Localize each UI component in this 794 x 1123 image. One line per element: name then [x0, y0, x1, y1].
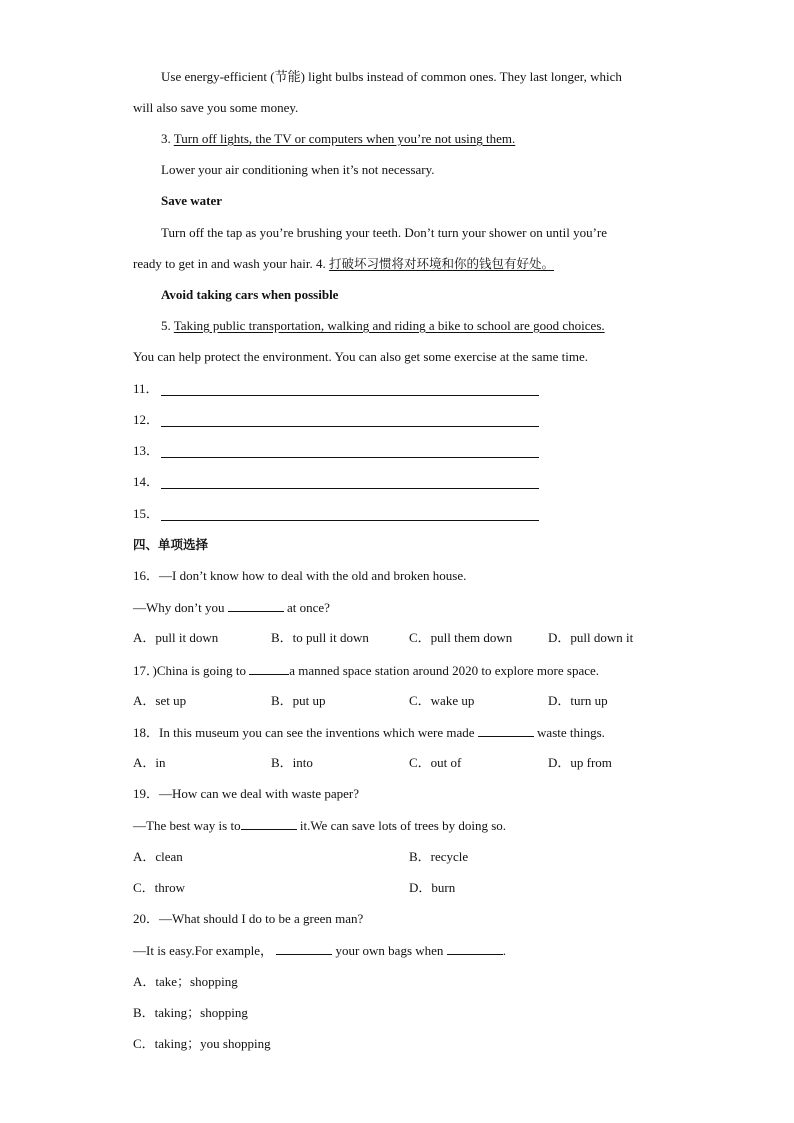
option-19-c[interactable]: C．throw	[133, 880, 186, 895]
option-17-b[interactable]: B．put up	[271, 693, 326, 708]
question-text: 17．)China is going to	[133, 663, 247, 678]
passage-line-5	[161, 318, 605, 334]
option-20-c[interactable]: C．taking；you shopping	[133, 1036, 271, 1051]
answer-label-14: 14．	[133, 474, 160, 489]
option-20-b[interactable]: B．taking；shopping	[133, 1005, 248, 1020]
question-text: —Why don’t you	[133, 600, 225, 615]
option-18-a[interactable]: A．in	[133, 755, 166, 770]
question-text: it.We can save lots of trees by doing so.	[299, 818, 507, 833]
option-16-d[interactable]: D．pull down it	[548, 630, 634, 645]
option-16-b[interactable]: B．to pull it down	[271, 630, 369, 645]
blank[interactable]	[276, 942, 332, 955]
answer-line-12[interactable]	[161, 426, 539, 427]
question-16-line2	[133, 599, 330, 616]
question-19-stem: 19．—How can we deal with waste paper?	[133, 786, 359, 801]
answer-label-15: 15．	[133, 506, 160, 521]
answer-line-14[interactable]	[161, 488, 539, 489]
sentence-number: 5.	[161, 318, 171, 333]
question-text: your own bags when	[335, 943, 444, 958]
blank[interactable]	[478, 724, 534, 737]
option-19-a[interactable]: A．clean	[133, 849, 183, 864]
option-19-d[interactable]: D．burn	[409, 880, 456, 895]
question-text: —It is easy.For example，	[133, 943, 273, 958]
question-19-line2	[133, 817, 506, 834]
section-title: 四、单项选择	[133, 537, 209, 552]
question-text: a manned space station around 2020 to explore more space.	[289, 663, 600, 678]
question-text: waste things.	[537, 725, 605, 740]
passage-line: Lower your air conditioning when it’s not necessary.	[161, 162, 435, 177]
passage-line: Turn off the tap as you’re brushing your teeth. Don’t turn your shower on until you’re	[161, 225, 608, 240]
section-heading-avoid-cars: Avoid taking cars when possible	[161, 287, 339, 302]
answer-line-15[interactable]	[161, 520, 539, 521]
blank[interactable]	[447, 942, 503, 955]
answer-line-11[interactable]	[161, 395, 539, 396]
option-18-b[interactable]: B．into	[271, 755, 313, 770]
passage-line-4	[133, 256, 554, 272]
blank[interactable]	[249, 662, 289, 675]
answer-line-13[interactable]	[161, 457, 539, 458]
blank[interactable]	[241, 817, 297, 830]
answer-label-11: 11．	[133, 381, 159, 396]
option-17-a[interactable]: A．set up	[133, 693, 187, 708]
option-17-c[interactable]: C．wake up	[409, 693, 475, 708]
blank[interactable]	[228, 599, 284, 612]
question-20-stem: 20．—What should I do to be a green man?	[133, 911, 364, 926]
underlined-sentence-5: Taking public transportation, walking and riding a bike to school are good choices.	[173, 318, 605, 333]
sentence-number: 3.	[161, 131, 171, 146]
passage-line-3	[161, 131, 515, 147]
option-17-d[interactable]: D．turn up	[548, 693, 608, 708]
option-20-a[interactable]: A．take；shopping	[133, 974, 238, 989]
question-text: —The best way is to	[133, 818, 241, 833]
answer-label-13: 13．	[133, 443, 160, 458]
question-text: at once?	[286, 600, 330, 615]
passage-line: You can help protect the environment. You can also get some exercise at the same time.	[133, 349, 589, 364]
answer-label-12: 12．	[133, 412, 160, 427]
question-text: 18．In this museum you can see the inventions which were made	[133, 725, 475, 740]
passage-text: ready to get in and wash your hair. 4.	[133, 256, 326, 271]
option-18-d[interactable]: D．up from	[548, 755, 612, 770]
question-18-stem	[133, 724, 605, 741]
section-heading-save-water: Save water	[161, 193, 223, 208]
option-18-c[interactable]: C．out of	[409, 755, 462, 770]
underlined-sentence-3: Turn off lights, the TV or computers when you’re not using them.	[173, 131, 516, 146]
option-16-a[interactable]: A．pull it down	[133, 630, 219, 645]
option-19-b[interactable]: B．recycle	[409, 849, 469, 864]
question-20-line2	[133, 942, 506, 959]
passage-line: Use energy-efficient (节能) light bulbs instead of common ones. They last longer, which	[161, 69, 622, 84]
option-16-c[interactable]: C．pull them down	[409, 630, 513, 645]
question-17-stem	[133, 662, 599, 679]
passage-line: will also save you some money.	[133, 100, 299, 115]
question-text: .	[502, 943, 506, 958]
underlined-sentence-4: 打破坏习惯将对环境和你的钱包有好处。	[329, 256, 555, 271]
question-16-stem: 16．—I don’t know how to deal with the old and broken house.	[133, 568, 467, 583]
